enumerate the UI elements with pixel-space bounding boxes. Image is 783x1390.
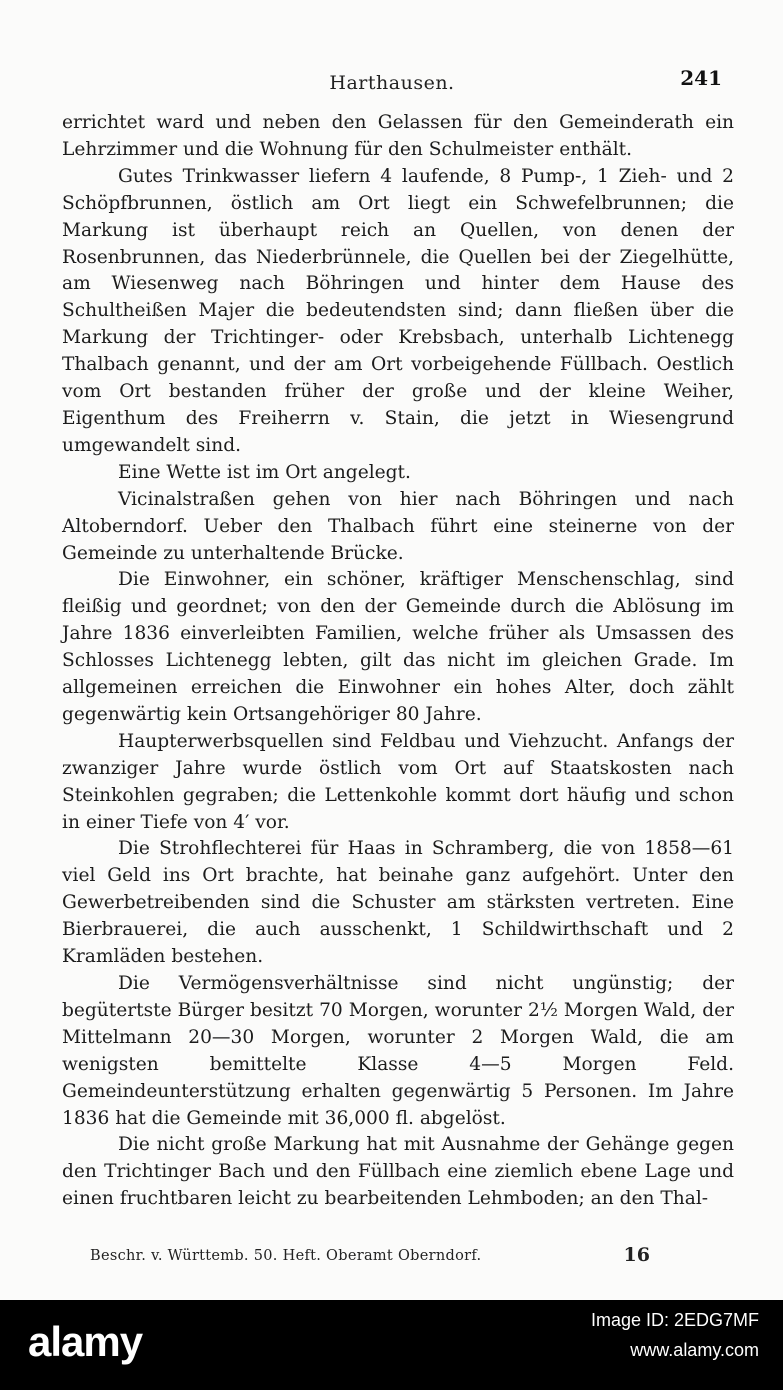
sheet-number: 16 — [623, 1244, 650, 1266]
paragraph: Die Strohflechterei für Haas in Schramberg, die von 1858—61 viel Geld ins Ort brachte, hat beinahe ganz aufgehört. Unter den Gewerbetreibenden sind die Schuster am stärksten vertreten. Eine Bierbrauerei, die auch ausschenkt, 1 Schildwirthschaft und 2 Kramläden bestehen. — [62, 838, 734, 968]
image-id: Image ID: 2EDG7MF — [590, 1310, 759, 1330]
body-text — [62, 110, 734, 1213]
site-url: www.alamy.com — [630, 1340, 759, 1360]
watermark-band — [0, 1300, 783, 1390]
running-title: Harthausen. — [329, 72, 455, 94]
paragraph: Die Vermögensverhältnisse sind nicht ungünstig; der begütertste Bürger besitzt 70 Morgen, worunter 2½ Morgen Wald, der Mittelmann 20—30 Morgen, worunter 2 Morgen Wald, die am wenigsten bemittelte Klasse 4—5 Morgen Feld. Gemeindeunterstützung erhalten gegenwärtig 5 Personen. Im Jahre 1836 hat die Gemeinde mit 36,000 fl. abgelöst. — [62, 973, 734, 1129]
page-header — [62, 66, 722, 96]
page-footer — [90, 1244, 650, 1274]
paragraph: errichtet ward und neben den Gelassen für den Gemeinderath ein Lehrzimmer und die Wohnung für den Schulmeister enthält. — [62, 112, 734, 160]
paragraph: Vicinalstraßen gehen von hier nach Böhringen und nach Altoberndorf. Ueber den Thalbach führt eine steinerne von der Gemeinde zu unterhaltende Brücke. — [62, 488, 734, 564]
paragraph: Die nicht große Markung hat mit Ausnahme der Gehänge gegen den Trichtinger Bach und den Füllbach eine ziemlich ebene Lage und einen fruchtbaren leicht zu bearbeitenden Lehmboden; an den Thal- — [62, 1134, 734, 1210]
paragraph: Eine Wette ist im Ort angelegt. — [118, 461, 411, 483]
signature-line: Beschr. v. Württemb. 50. Heft. Oberamt Oberndorf. — [90, 1248, 482, 1264]
alamy-logo: alamy — [28, 1318, 143, 1365]
paragraph: Gutes Trinkwasser liefern 4 laufende, 8 Pump-, 1 Zieh- und 2 Schöpfbrunnen, östlich am Ort liegt ein Schwefelbrunnen; die Markung ist überhaupt reich an Quellen, von denen der Rosenbrunnen, das Niederbrünnele, die Quellen bei der Ziegelhütte, am Wiesenweg nach Böhringen und hinter dem Hause des Schultheißen Majer die bedeutendsten sind; dann fließen über die Markung der Trichtinger- oder Krebsbach, unterhalb Lichtenegg Thalbach genannt, und der am Ort vorbeigehende Füllbach. Oestlich vom Ort bestanden früher der große und der kleine Weiher, Eigenthum des Freiherrn v. Stain, die jetzt in Wiesengrund umgewandelt sind. — [62, 165, 734, 456]
page-number: 241 — [680, 66, 722, 90]
paragraph: Die Einwohner, ein schöner, kräftiger Menschenschlag, sind fleißig und geordnet; von den der Gemeinde durch die Ablösung im Jahre 1836 einverleibten Familien, welche früher als Umsassen des Schlosses Lichtenegg lebten, gilt das nicht im gleichen Grade. Im allgemeinen erreichen die Einwohner ein hohes Alter, doch zählt gegenwärtig kein Ortsangehöriger 80 Jahre. — [62, 569, 734, 725]
paragraph: Haupterwerbsquellen sind Feldbau und Viehzucht. Anfangs der zwanziger Jahre wurde östlich vom Ort auf Staatskosten nach Steinkohlen gegraben; die Lettenkohle kommt dort häufig und schon in einer Tiefe von 4′ vor. — [62, 730, 734, 833]
